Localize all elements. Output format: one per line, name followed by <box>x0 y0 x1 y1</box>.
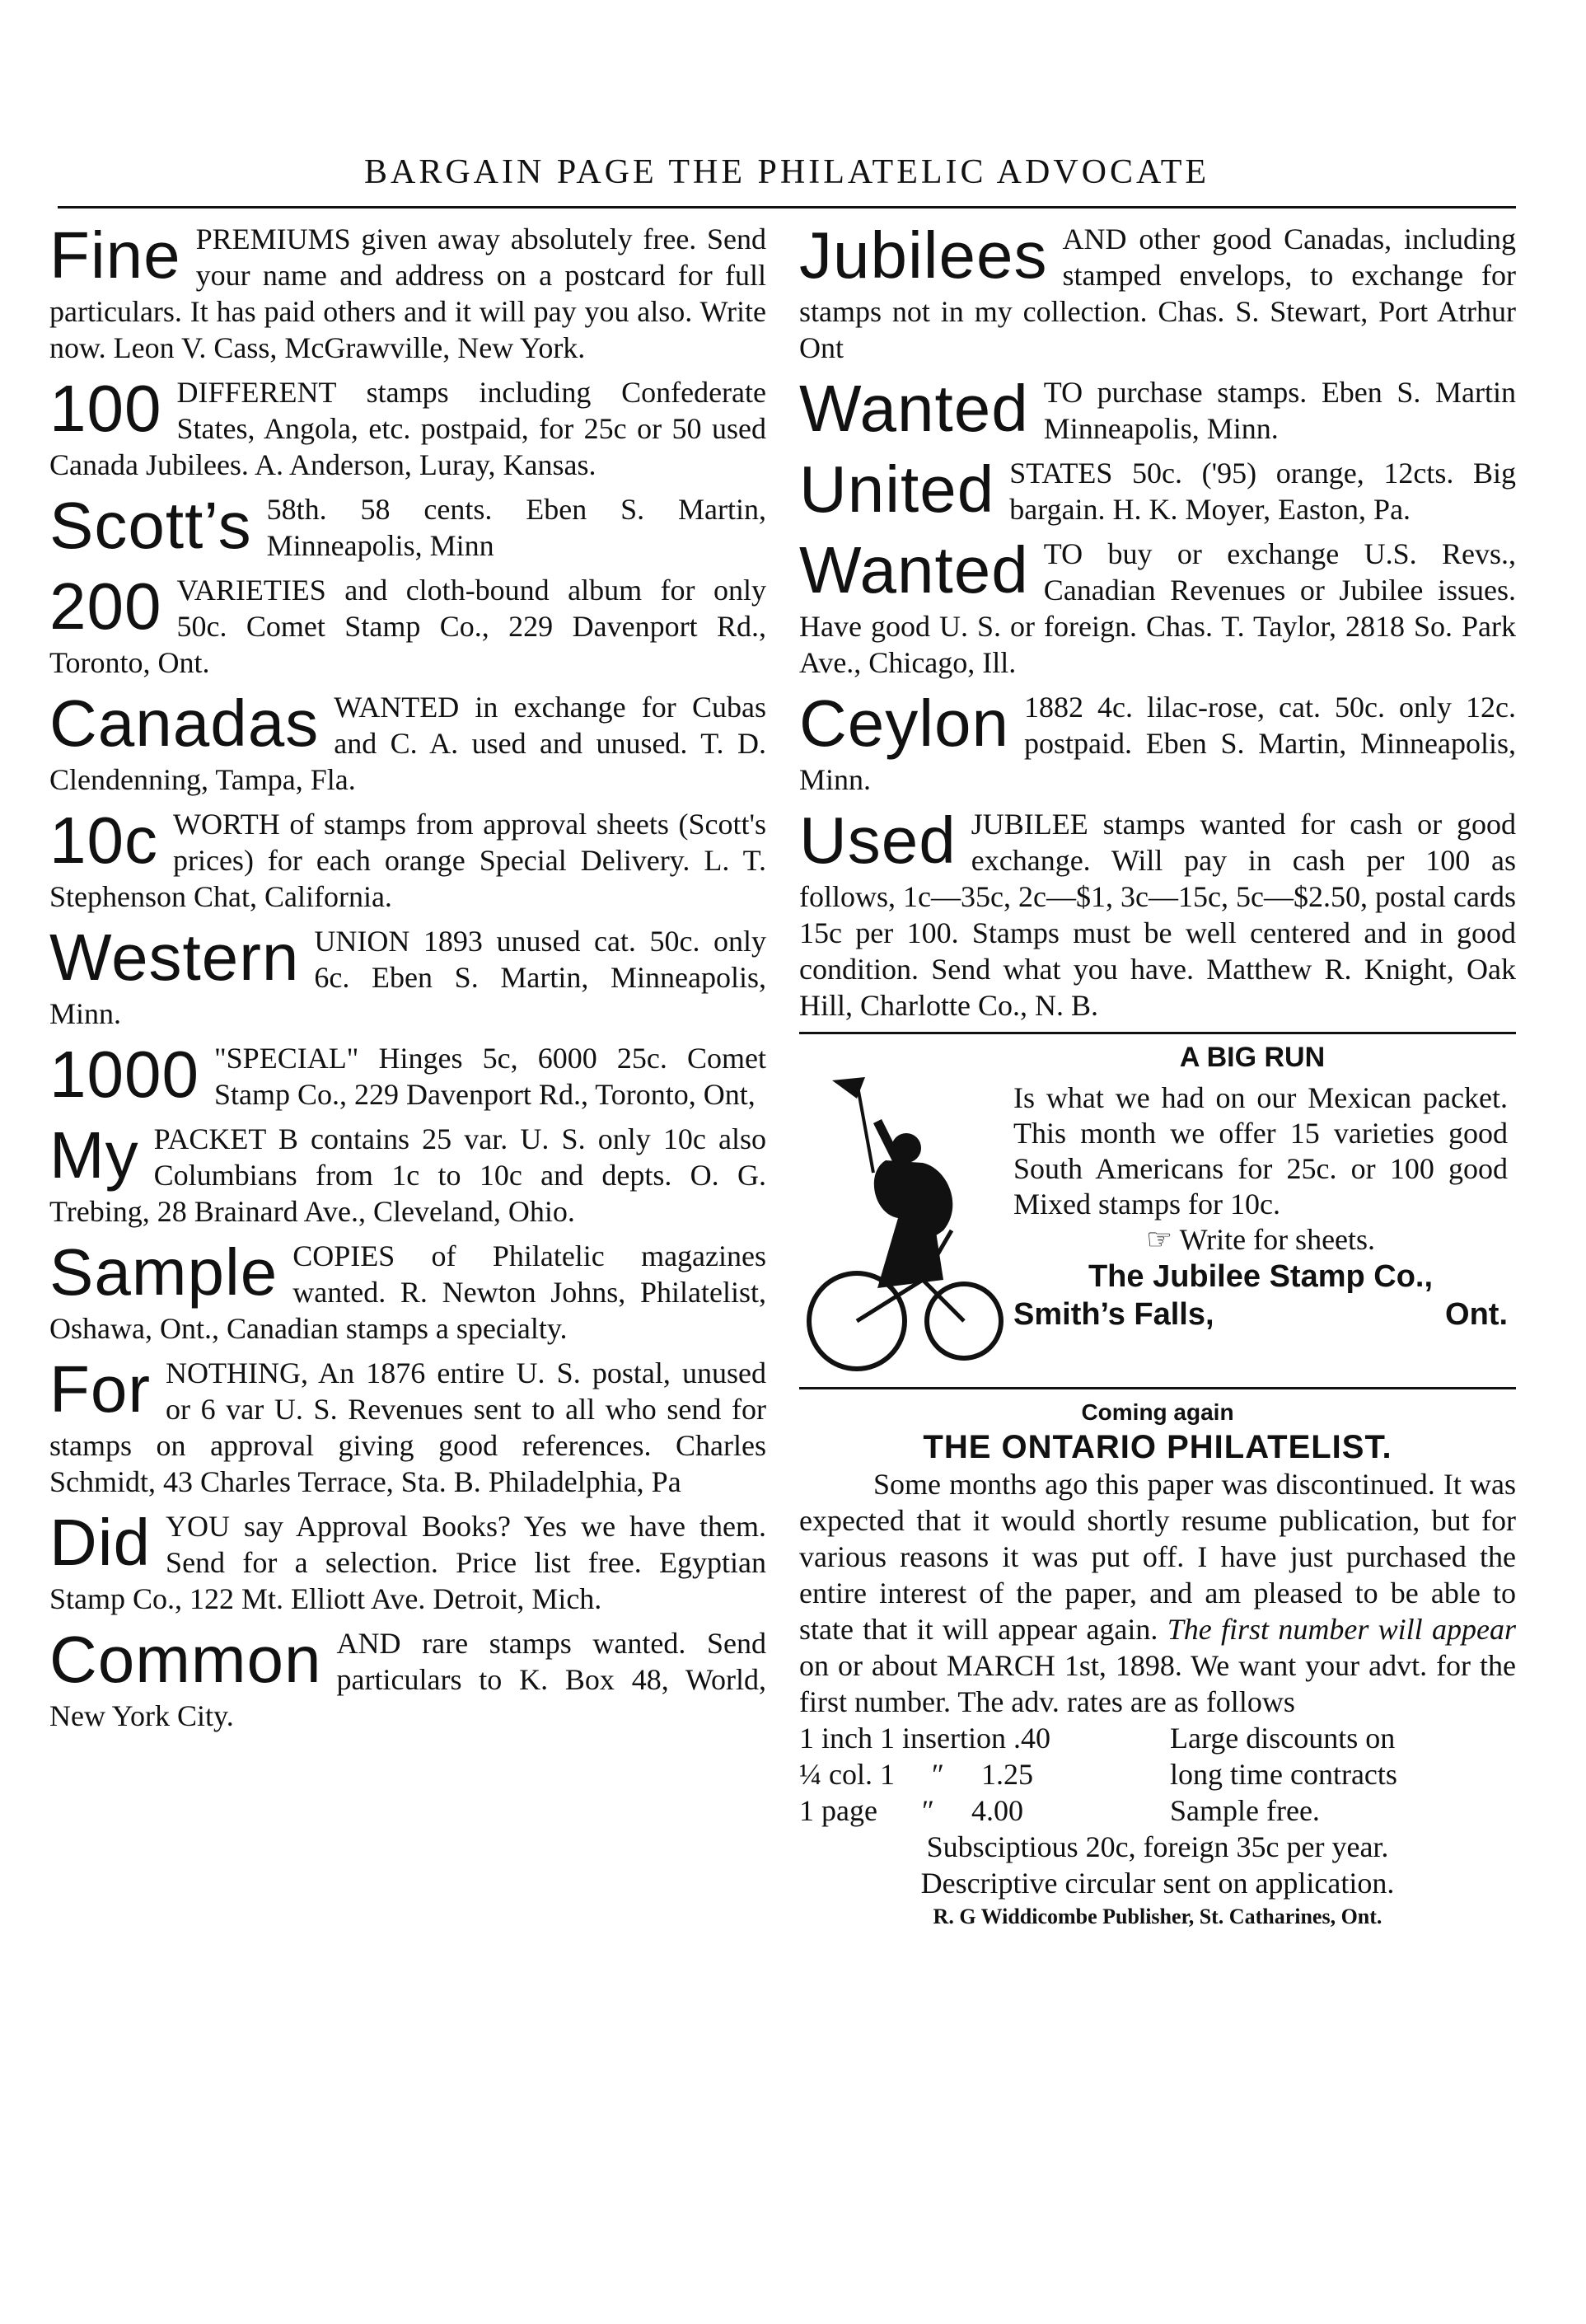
ad-text: AND other good Canadas, including stamped envelops, to exchange for stamps not in my collection. Chas. S. Stewart, Port Atrhur Ont <box>799 223 1516 364</box>
ad-keyword: Used <box>799 804 957 877</box>
ad-wanted-1 <box>799 374 1516 447</box>
ad-united <box>799 452 1516 527</box>
rate-left: ¼ col. 1 ″ 1.25 <box>799 1758 1033 1791</box>
big-run-body <box>1013 1080 1508 1333</box>
subscriptions: Subsciptious 20c, foreign 35c per year. <box>926 1830 1389 1863</box>
rate-right: Large discounts on <box>1170 1722 1396 1755</box>
publisher-signature: R. G Widdicombe Publisher, St. Catharines, Ont. <box>933 1905 1382 1928</box>
big-run-place-left: Smith’s Falls, <box>1013 1297 1214 1332</box>
ad-keyword: United <box>799 452 995 526</box>
ad-keyword: Wanted <box>799 533 1029 607</box>
ontario-body-italic: The first number will appear <box>1167 1613 1516 1646</box>
big-run-title: A BIG RUN <box>1179 1042 1326 1073</box>
ad-keyword: Wanted <box>799 372 1029 445</box>
ad-text: STATES 50c. ('95) orange, 12cts. Big bargain. H. K. Moyer, Easton, Pa. <box>1009 457 1516 526</box>
ad-ceylon <box>799 686 1516 798</box>
ad-keyword: Sample <box>49 1235 278 1309</box>
big-run-place-right: Ont. <box>1445 1297 1508 1332</box>
left-column <box>49 218 766 1742</box>
ad-keyword: Ceylon <box>799 686 1010 760</box>
ad-text: VARIETIES and cloth-bound album for only 50c. Comet Stamp Co., 229 Davenport Rd., Toronto, Ont. <box>49 574 766 679</box>
rate-row <box>799 1756 1516 1792</box>
ad-text: "SPECIAL" Hinges 5c, 6000 25c. Comet Stamp Co., 229 Davenport Rd., Toronto, Ont, <box>213 1042 766 1111</box>
ontario-title: THE ONTARIO PHILATELIST. <box>923 1429 1392 1465</box>
ad-did <box>49 1508 766 1617</box>
ontario-body-start: Some months ago this paper was discontinued. It was expected that it would shortly resume publication, but for various reasons it was put off. I have just purchased the entire interest of the paper, and am pleased to be able to state that it will appear again. <box>799 1468 1516 1646</box>
ad-jubilees <box>799 218 1516 366</box>
ad-keyword: Fine <box>49 218 181 292</box>
ad-keyword: 100 <box>49 372 162 445</box>
ad-text: UNION 1893 unused cat. 50c. only 6c. Eben S. Martin, Minneapolis, Minn. <box>49 925 766 1030</box>
ad-text: TO buy or exchange U.S. Revs., Canadian Revenues or Jubilee issues. Have good U. S. or foreign. Chas. T. Taylor, 2818 So. Park Ave., Chicago, Ill. <box>799 537 1516 679</box>
section-rule <box>799 1032 1516 1034</box>
ad-text: WANTED in exchange for Cubas and C. A. used and unused. T. D. Clendenning, Tampa, Fla. <box>49 691 766 796</box>
ad-keyword: Did <box>49 1506 152 1579</box>
ad-keyword: Scott’s <box>49 489 252 562</box>
ontario-body-end: on or about MARCH 1st, 1898. We want your advt. for the first number. The adv. rates are as follows <box>799 1649 1516 1718</box>
big-run-place <box>1013 1296 1508 1333</box>
right-column <box>799 218 1516 1929</box>
ad-text: JUBILEE stamps wanted for cash or good exchange. Will pay in cash per 100 as follows, 1c—35c, 2c—$1, 3c—15c, 5c—$2.50, postal cards 15c per 100. Stamps must be well centered and in good condition. Send what you have. Matthew R. Knight, Oak Hill, Charlotte Co., N. B. <box>799 808 1516 1022</box>
ontario-ad <box>799 1399 1516 1929</box>
ad-1000 <box>49 1040 766 1113</box>
ad-text: 58th. 58 cents. Eben S. Martin, Minneapolis, Minn <box>266 493 766 562</box>
ad-text: 1882 4c. lilac-rose, cat. 50c. only 12c. postpaid. Eben S. Martin, Minneapolis, Minn. <box>799 691 1516 796</box>
ad-text: WORTH of stamps from approval sheets (Scott's prices) for each orange Special Delivery. L. T. Stephenson Chat, California. <box>49 808 766 913</box>
ad-scotts <box>49 491 766 564</box>
section-rule-2 <box>799 1387 1516 1389</box>
ad-common <box>49 1625 766 1734</box>
ad-keyword: Canadas <box>49 686 320 760</box>
ad-sample <box>49 1235 766 1347</box>
page-header: BARGAIN PAGE THE PHILATELIC ADVOCATE <box>363 153 1210 191</box>
ad-my <box>49 1118 766 1230</box>
big-run-ad <box>799 1041 1516 1387</box>
ad-text: YOU say Approval Books? Yes we have them. Send for a selection. Price list free. Egyptian Stamp Co., 122 Mt. Elliott Ave. Detroit, Mich. <box>49 1510 766 1615</box>
rates-table <box>799 1720 1516 1829</box>
big-run-write: ☞ Write for sheets. <box>1145 1223 1376 1256</box>
rate-left: 1 page ″ 4.00 <box>799 1794 1023 1827</box>
rate-right: long time contracts <box>1170 1758 1397 1791</box>
ad-keyword: For <box>49 1352 151 1426</box>
ontario-body <box>799 1466 1516 1720</box>
ad-text: COPIES of Philatelic magazines wanted. R. Newton Johns, Philatelist, Oshawa, Ont., Canadian stamps a specialty. <box>49 1239 766 1345</box>
ad-200 <box>49 569 766 681</box>
ad-text: TO purchase stamps. Eben S. Martin Minneapolis, Minn. <box>1043 376 1516 445</box>
big-run-text: Is what we had on our Mexican packet. This month we offer 15 varieties good South Americans for 25c. or 100 good Mixed stamps for 10c. <box>1013 1081 1508 1221</box>
ad-10c <box>49 806 766 915</box>
rate-left: 1 inch 1 insertion .40 <box>799 1722 1050 1755</box>
ad-100 <box>49 374 766 483</box>
header-rule <box>58 206 1516 209</box>
ad-text: PACKET B contains 25 var. U. S. only 10c also Columbians from 1c to 10c and depts. O. G. Trebing, 28 Brainard Ave., Cleveland, Ohio. <box>49 1122 766 1228</box>
ad-keyword: 1000 <box>49 1038 199 1111</box>
ad-keyword: Jubilees <box>799 218 1048 292</box>
ad-keyword: Western <box>49 921 300 994</box>
ad-western <box>49 923 766 1032</box>
big-run-company: The Jubilee Stamp Co., <box>1088 1259 1434 1294</box>
ad-keyword: My <box>49 1118 139 1192</box>
ad-text: PREMIUMS given away absolutely free. Send your name and address on a postcard for full particulars. It has paid others and it will pay you also. Write now. Leon V. Cass, McGrawville, New York. <box>49 223 766 364</box>
ad-for <box>49 1352 766 1500</box>
ad-canadas <box>49 686 766 798</box>
coming-again: Coming again <box>1081 1399 1234 1425</box>
ad-text: NOTHING, An 1876 entire U. S. postal, unused or 6 var U. S. Revenues sent to all who send for stamps on approval giving good references. Charles Schmidt, 43 Charles Terrace, Sta. B. Philadelphia, Pa <box>49 1356 766 1498</box>
rate-row <box>799 1720 1516 1756</box>
ad-text: DIFFERENT stamps including Confederate States, Angola, etc. postpaid, for 25c or 50 used Canada Jubilees. A. Anderson, Luray, Kansas. <box>49 376 766 481</box>
ad-wanted-2 <box>799 533 1516 681</box>
ad-used <box>799 806 1516 1024</box>
cyclist-illustration <box>799 1074 1005 1379</box>
rate-right: Sample free. <box>1170 1794 1320 1827</box>
ad-text: AND rare stamps wanted. Send particulars to K. Box 48, World, New York City. <box>49 1627 766 1732</box>
descriptive-circular: Descriptive circular sent on application. <box>920 1867 1395 1900</box>
ad-keyword: 10c <box>49 804 158 877</box>
ad-keyword: 200 <box>49 569 162 643</box>
ad-fine <box>49 218 766 366</box>
ad-keyword: Common <box>49 1623 322 1696</box>
rate-row <box>799 1792 1516 1829</box>
